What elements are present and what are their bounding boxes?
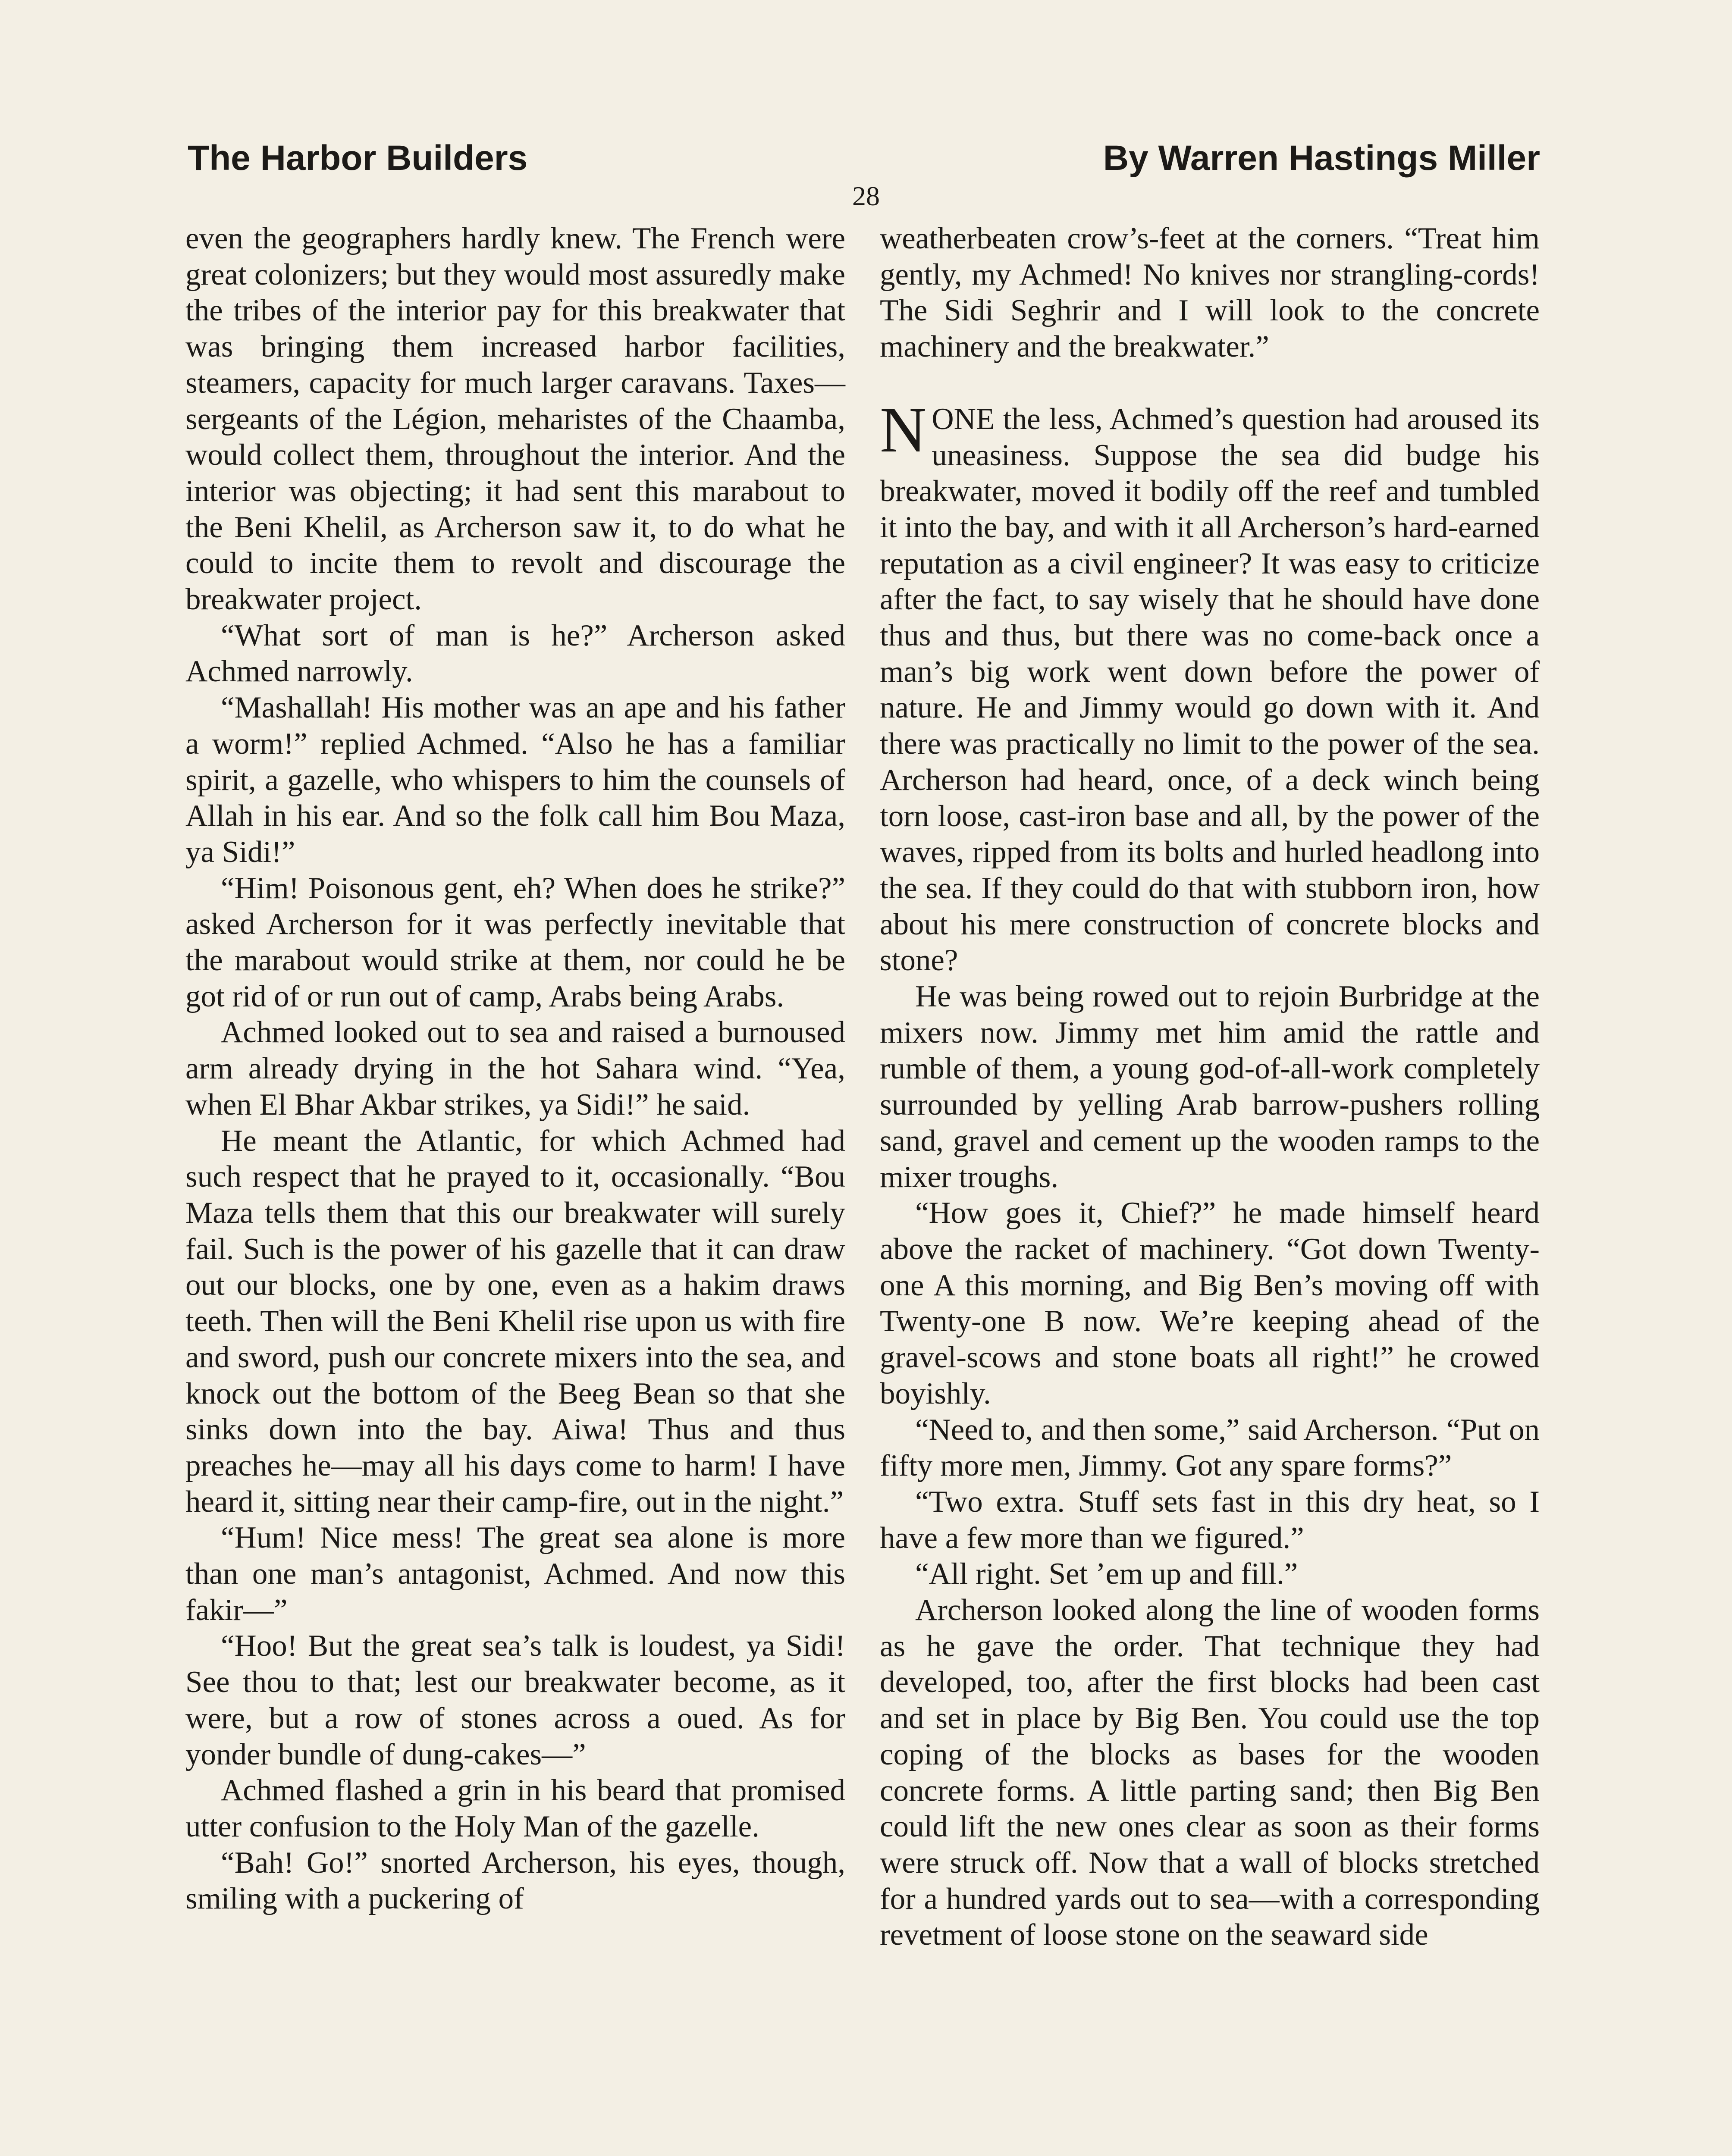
paragraph: even the geographers hardly knew. The French were great colonizers; but they would most assuredly make the tribes of the interior pay for this breakwater that was bringing them increased harbor facilities, steamers, capacity for much larger caravans. Taxes—sergeants of the Légion, meharistes of the Chaamba, would collect them, throughout the interior. And the interior was objecting; it had sent this marabout to the Beni Khelil, as Archerson saw it, to do what he could to incite them to revolt and discourage the breakwater project.: [185, 222, 845, 617]
paragraph: “Hum! Nice mess! The great sea alone is more than one man’s antagonist, Achmed. And now this fakir—”: [185, 1521, 845, 1627]
section-opening-paragraph: [880, 394, 1540, 979]
paragraph: “How goes it, Chief?” he made himself heard above the racket of machinery. “Got down Twenty-one A this morning, and Big Ben’s moving off with Twenty-one B now. We’re keeping ahead of the gravel-scows and stone boats all right!” he crowed boyishly.: [880, 1196, 1540, 1410]
paragraph: “Hoo! But the great sea’s talk is loudest, ya Sidi! See thou to that; lest our breakwater become, as it were, but a row of stones across a oued. As for yonder bundle of dung-cakes—”: [185, 1629, 845, 1771]
paragraph: “Two extra. Stuff sets fast in this dry heat, so I have a few more than we figured.”: [880, 1485, 1540, 1555]
paragraph: Achmed flashed a grin in his beard that promised utter confusion to the Holy Man of the gazelle.: [185, 1774, 845, 1843]
page-header: [188, 135, 1540, 182]
article-body: [185, 221, 1540, 2156]
paragraph: “Him! Poisonous gent, eh? When does he strike?” asked Archerson for it was perfectly inevitable that the marabout would strike at them, nor could he be got rid of or run out of camp, Arabs being Arabs.: [185, 871, 845, 1013]
paragraph: “Mashallah! His mother was an ape and his father a worm!” replied Achmed. “Also he has a familiar spirit, a gazelle, who whispers to him the counsels of Allah in his ear. And so the folk call him Bou Maza, ya Sidi!”: [185, 691, 845, 869]
paragraph: “All right. Set ’em up and fill.”: [915, 1557, 1298, 1591]
page-number: 28: [852, 181, 880, 211]
paragraph: “Need to, and then some,” said Archerson. “Put on fifty more men, Jimmy. Got any spare forms?”: [880, 1413, 1540, 1483]
left-column: [185, 221, 845, 2156]
right-column: [880, 221, 1540, 2156]
paragraph: weatherbeaten crow’s-feet at the corners. “Treat him gently, my Achmed! No knives nor strangling-cords! The Sidi Seghrir and I will look to the concrete machinery and the breakwater.”: [880, 222, 1540, 364]
paragraph: Archerson looked along the line of wooden forms as he gave the order. That technique they had developed, too, after the first blocks had been cast and set in place by Big Ben. You could use the top coping of the blocks as bases for the wooden concrete forms. A little parting sand; then Big Ben could lift the new ones clear as soon as their forms were struck off. Now that a wall of blocks stretched for a hundred yards out to sea—with a corresponding revetment of loose stone on the seaward side: [880, 1593, 1540, 1952]
paragraph: He meant the Atlantic, for which Achmed had such respect that he prayed to it, occasionally. “Bou Maza tells them that this our breakwater will surely fail. Such is the power of his gazelle that it can draw out our blocks, one by one, even as a hakim draws teeth. Then will the Beni Khelil rise upon us with fire and sword, push our concrete mixers into the sea, and knock out the bottom of the Beeg Bean so that she sinks down into the bay. Aiwa! Thus and thus preaches he—may all his days come to harm! I have heard it, sitting near their camp-fire, out in the night.”: [185, 1124, 845, 1519]
author-byline: By Warren Hastings Miller: [1103, 138, 1540, 178]
story-title: The Harbor Builders: [188, 138, 528, 178]
paragraph: He was being rowed out to rejoin Burbridge at the mixers now. Jimmy met him amid the rattle and rumble of them, a young god-of-all-work completely surrounded by yelling Arab barrow-pushers rolling sand, gravel and cement up the wooden ramps to the mixer troughs.: [880, 980, 1540, 1194]
paragraph-text: ONE the less, Achmed’s question had aroused its uneasiness. Suppose the sea did budge his breakwater, moved it bodily off the reef and tumbled it into the bay, and with it all Archerson’s hard-earned reputation as a civil engineer? It was easy to criticize after the fact, to say wisely that he should have done thus and thus, but there was no come-back once a man’s big work went down before the power of nature. He and Jimmy would go down with it. And there was practically no limit to the power of the sea. Archerson had heard, once, of a deck winch being torn loose, cast-iron base and all, by the power of the waves, ripped from its bolts and hurled headlong into the sea. If they could do that with stubborn iron, how about his mere construction of concrete blocks and stone?: [880, 402, 1540, 978]
paragraph: Achmed looked out to sea and raised a burnoused arm already drying in the hot Sahara wind. “Yea, when El Bhar Akbar strikes, ya Sidi!” he said.: [185, 1015, 845, 1122]
drop-cap: N: [880, 394, 927, 466]
paragraph: “Bah! Go!” snorted Archerson, his eyes, though, smiling with a puckering of: [185, 1846, 845, 1916]
paragraph: “What sort of man is he?” Archerson asked Achmed narrowly.: [185, 618, 845, 689]
